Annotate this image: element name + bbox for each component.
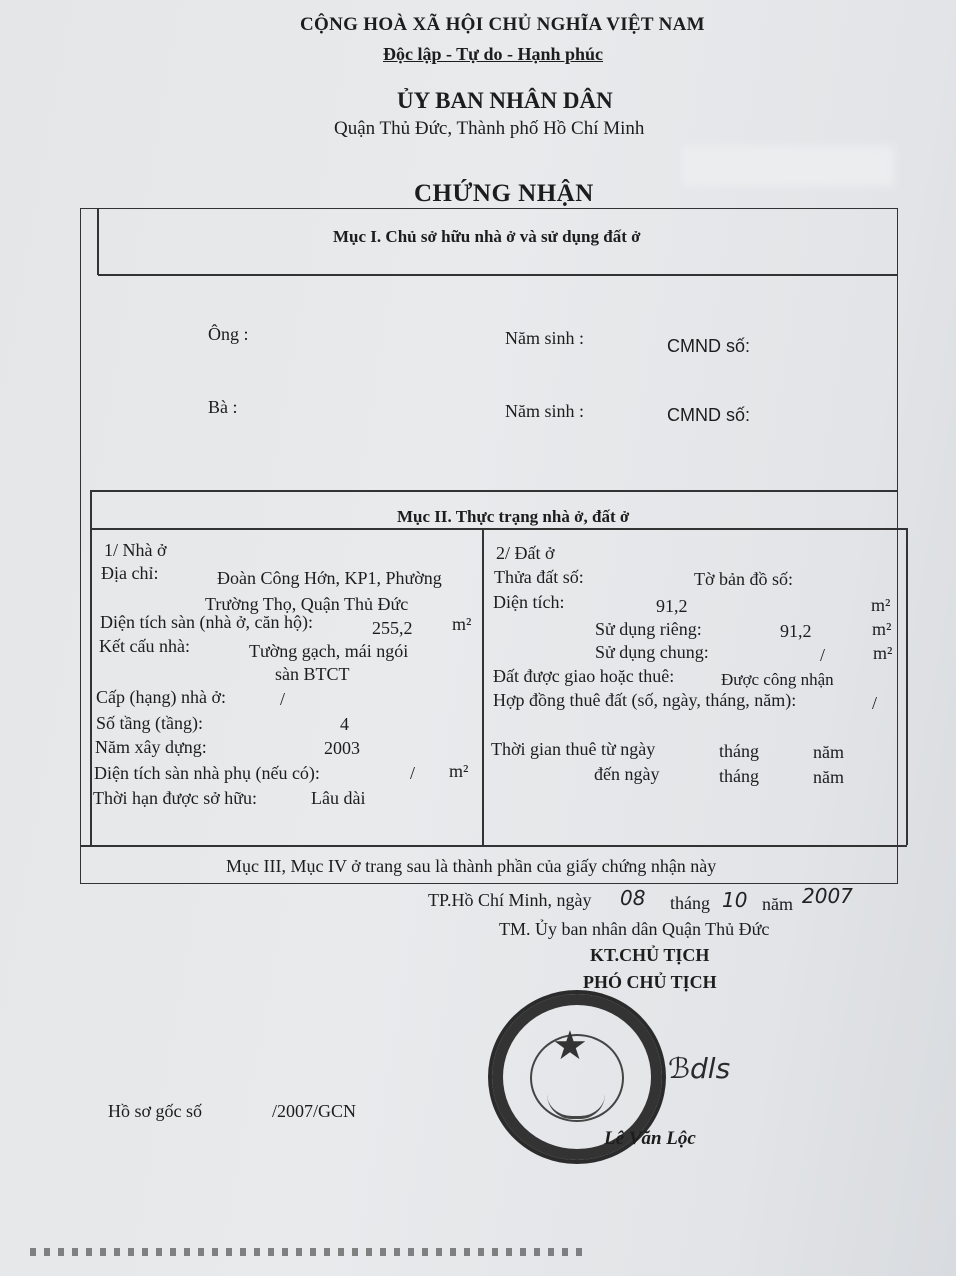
address-line1: Đoàn Công Hớn, KP1, Phường — [217, 568, 442, 588]
floors-value: 4 — [340, 714, 349, 734]
address-line2: Trường Thọ, Quận Thủ Đức — [205, 594, 409, 614]
issue-month-label: tháng — [670, 893, 710, 913]
allocation-label: Đất được giao hoặc thuê: — [493, 666, 675, 686]
issue-day: 08 — [620, 886, 646, 910]
authority-heading: ỦY BAN NHÂN DÂN — [397, 88, 613, 113]
grade-label: Cấp (hạng) nhà ở: — [96, 687, 226, 707]
ong-label: Ông : — [208, 324, 249, 344]
section1-header-rule — [98, 274, 897, 276]
ba-id-label: CMND số: — [667, 405, 751, 425]
handwritten-signature: ℬdls — [668, 1052, 731, 1085]
lease-to-month-label: tháng — [719, 766, 759, 786]
aux-area-label: Diện tích sàn nhà phụ (nếu có): — [94, 763, 320, 783]
issue-year: 2007 — [802, 884, 853, 908]
section2-bottom-rule — [80, 845, 907, 847]
footer-note: Mục III, Mục IV ở trang sau là thành phần của giấy chứng nhận này — [226, 856, 717, 876]
district-line: Quận Thủ Đức, Thành phố Hồ Chí Minh — [334, 118, 645, 139]
ong-birth-year-label: Năm sinh : — [505, 328, 584, 348]
lease-from-month-label: tháng — [719, 741, 759, 761]
year-built-value: 2003 — [324, 738, 360, 758]
lease-from-year-label: năm — [813, 742, 844, 762]
year-built-label: Năm xây dựng: — [95, 737, 207, 757]
structure-label: Kết cấu nhà: — [99, 636, 190, 656]
parcel-label: Thửa đất số: — [494, 567, 584, 587]
kt-chairman: KT.CHỦ TỊCH — [590, 945, 710, 965]
map-sheet-label: Tờ bản đồ số: — [694, 569, 794, 589]
aux-area-value: / — [410, 763, 416, 783]
common-use-unit: m² — [873, 643, 893, 663]
section2-left-rule — [90, 490, 92, 845]
section1-heading: Mục I. Chủ sở hữu nhà ở và sử dụng đất ở — [333, 227, 641, 246]
bottom-edge-marks — [30, 1248, 590, 1256]
structure-line2: sàn BTCT — [275, 664, 350, 684]
land-area-label: Diện tích: — [493, 592, 565, 612]
private-use-unit: m² — [872, 619, 892, 639]
ong-id-label: CMND số: — [667, 336, 751, 356]
signer-name: Lê Văn Lộc — [604, 1128, 696, 1149]
redaction-blur — [682, 146, 894, 186]
file-number-label: Hồ sơ gốc số — [108, 1101, 203, 1121]
land-area-value: 91,2 — [656, 596, 688, 616]
private-use-label: Sử dụng riêng: — [595, 619, 702, 639]
floor-area-value: 255,2 — [372, 618, 413, 638]
floor-area-unit: m² — [452, 614, 472, 634]
on-behalf-line: TM. Ủy ban nhân dân Quận Thủ Đức — [499, 919, 770, 939]
file-number-value: /2007/GCN — [272, 1101, 357, 1121]
section1-left-rule — [97, 208, 99, 275]
aux-area-unit: m² — [449, 761, 469, 781]
house-title: 1/ Nhà ở — [104, 540, 167, 560]
lease-to-year-label: năm — [813, 767, 844, 787]
place-date-prefix: TP.Hồ Chí Minh, ngày — [428, 890, 592, 910]
term-label: Thời hạn được sở hữu: — [93, 788, 258, 808]
document-title: CHỨNG NHẬN — [414, 180, 594, 207]
land-area-unit: m² — [871, 595, 891, 615]
section2-right-rule — [906, 528, 908, 845]
structure-line1: Tường gạch, mái ngói — [249, 641, 409, 661]
private-use-value: 91,2 — [780, 621, 812, 641]
seal-star-icon: ★ — [552, 1023, 588, 1068]
allocation-value: Được công nhận — [721, 670, 834, 689]
lease-contract-label: Hợp đồng thuê đất (số, ngày, tháng, năm): — [493, 690, 797, 710]
land-title: 2/ Đất ở — [496, 543, 555, 563]
ba-birth-year-label: Năm sinh : — [505, 401, 584, 421]
floors-label: Số tầng (tầng): — [96, 713, 203, 733]
section2-heading: Mục II. Thực trạng nhà ở, đất ở — [397, 507, 630, 526]
vice-chairman: PHÓ CHỦ TỊCH — [583, 972, 717, 992]
lease-contract-value: / — [872, 693, 878, 713]
common-use-label: Sử dụng chung: — [595, 642, 709, 662]
term-value: Lâu dài — [311, 788, 366, 808]
section2-top-rule — [90, 490, 897, 492]
lease-from-label: Thời gian thuê từ ngày — [491, 739, 656, 759]
floor-area-label: Diện tích sàn (nhà ở, căn hộ): — [100, 612, 313, 632]
nation-heading: CỘNG HOÀ XÃ HỘI CHỦ NGHĨA VIỆT NAM — [300, 14, 705, 35]
issue-year-label: năm — [762, 894, 793, 914]
section2-header-rule — [90, 528, 907, 530]
common-use-value: / — [820, 645, 826, 665]
motto: Độc lập - Tự do - Hạnh phúc — [383, 44, 604, 64]
lease-to-label: đến ngày — [594, 764, 660, 784]
ba-label: Bà : — [208, 397, 238, 417]
issue-month: 10 — [722, 888, 748, 912]
grade-value: / — [280, 689, 286, 709]
section2-column-divider — [482, 528, 484, 845]
address-label: Địa chỉ: — [101, 563, 159, 583]
